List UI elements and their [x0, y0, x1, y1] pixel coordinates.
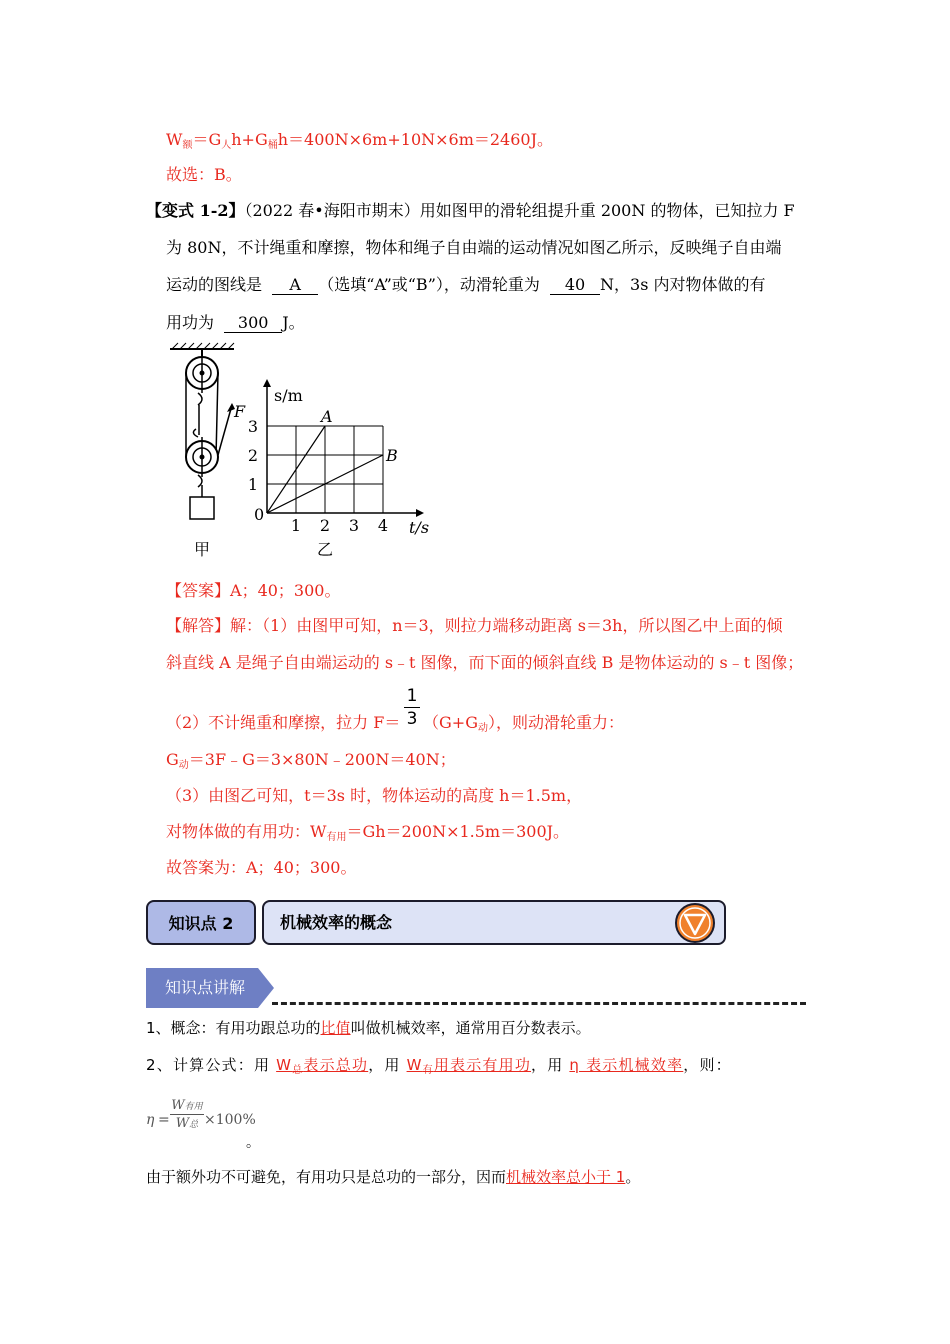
knowledge-p3: 由于额外功不可避免，有用功只是总功的一部分，因而机械效率总小于 1。 — [146, 1168, 641, 1186]
choose-line: 故选：B。 — [166, 165, 242, 184]
extra-work-line: W额＝G人h+G桶h＝400N×6m+10N×6m＝2460J。 — [166, 130, 554, 151]
section-title: 机械效率的概念 — [280, 913, 393, 932]
load-block — [190, 497, 214, 519]
knowledge-p1: 1、概念：有用功跟总功的比值叫做机械效率，通常用百分数表示。 — [146, 1019, 591, 1037]
x-tick-label: 3 — [348, 516, 360, 535]
solution-line-3-rest: （G+G动），则动滑轮重力： — [423, 713, 624, 734]
dashed-divider — [272, 1002, 806, 1005]
label-yi: 乙 — [316, 540, 334, 559]
x-axis-label: t/s — [409, 518, 430, 537]
fixed-pulley — [186, 349, 218, 405]
solution-line-4: G动＝3F﹣G＝3×80N﹣200N＝40N； — [166, 750, 456, 771]
ceiling-hatch — [170, 343, 234, 349]
solution-line-6: 对物体做的有用功：W有用＝Gh＝200N×1.5m＝300J。 — [166, 822, 570, 843]
knowledge-p2: 2、计算公式：用 $W_总$表示总功，用 $W_有$用表示有用功，用 η 表示机械效率，则： — [146, 1056, 732, 1076]
y-tick-label: 2 — [247, 446, 259, 465]
problem-line-3: 运动的图线是 A （选填“A”或“B”），动滑轮重为 40 N，3s 内对物体做的有 — [166, 275, 766, 294]
blank-answer-1: A — [272, 276, 318, 295]
fraction-denominator: 3 — [406, 709, 418, 729]
solution-line-2: 斜直线 A 是绳子自由端运动的 s﹣t 图像，而下面的倾斜直线 B 是物体运动的 s﹣t 图像； — [166, 653, 804, 672]
problem-line-2: 为 80N，不计绳重和摩擦，物体和绳子自由端的运动情况如图乙所示，反映绳子自由端 — [166, 238, 782, 257]
y-axis-label: s/m — [274, 386, 303, 405]
section-title-box — [262, 900, 726, 945]
problem-tag: 【变式 1-2】 — [146, 201, 245, 220]
triangle-down-icon — [674, 902, 716, 944]
section-number-box: 知识点 2 — [146, 900, 256, 945]
answer-line: 【答案】A；40；300。 — [166, 581, 341, 600]
graph-tick-labels — [248, 417, 388, 535]
line-a-label: A — [321, 407, 333, 426]
force-label: F — [234, 402, 246, 421]
problem-line-1: 【变式 1-2】（2022 春•海阳市期末）用如图甲的滑轮组提升重 200N 的物体，已知拉力 F — [146, 201, 795, 220]
solution-line-7: 故答案为：A；40；300。 — [166, 858, 357, 877]
solution-line-5: （3）由图乙可知，t＝3s 时，物体运动的高度 h＝1.5m， — [166, 786, 583, 805]
x-tick-label: 2 — [319, 516, 331, 535]
fraction-numerator: 1 — [406, 686, 418, 706]
blank-answer-2: 40 — [550, 276, 600, 295]
graph-grid — [267, 426, 383, 513]
knowledge-tab-label: 知识点讲解 — [164, 978, 245, 997]
solution-line-1: 【解答】解：（1）由图甲可知，n＝3，则拉力端移动距离 s＝3h，所以图乙中上面的倾 — [166, 616, 783, 635]
x-tick-label: 4 — [377, 516, 389, 535]
line-b-label: B — [386, 446, 398, 465]
origin-label: 0 — [254, 505, 265, 524]
label-jia: 甲 — [193, 540, 211, 559]
x-tick-label: 1 — [290, 516, 302, 535]
solution-line-3: （2）不计绳重和摩擦，拉力 F＝ — [166, 713, 401, 732]
blank-answer-3: 300 — [224, 314, 282, 333]
st-graph — [248, 379, 429, 537]
fraction-one-third — [404, 686, 420, 729]
movable-pulley — [186, 429, 218, 497]
figure-pulley-and-graph — [160, 335, 460, 565]
y-tick-label: 1 — [247, 475, 259, 494]
problem-line-4: 用功为 300 J。 — [166, 313, 305, 332]
y-tick-label: 3 — [247, 417, 259, 436]
